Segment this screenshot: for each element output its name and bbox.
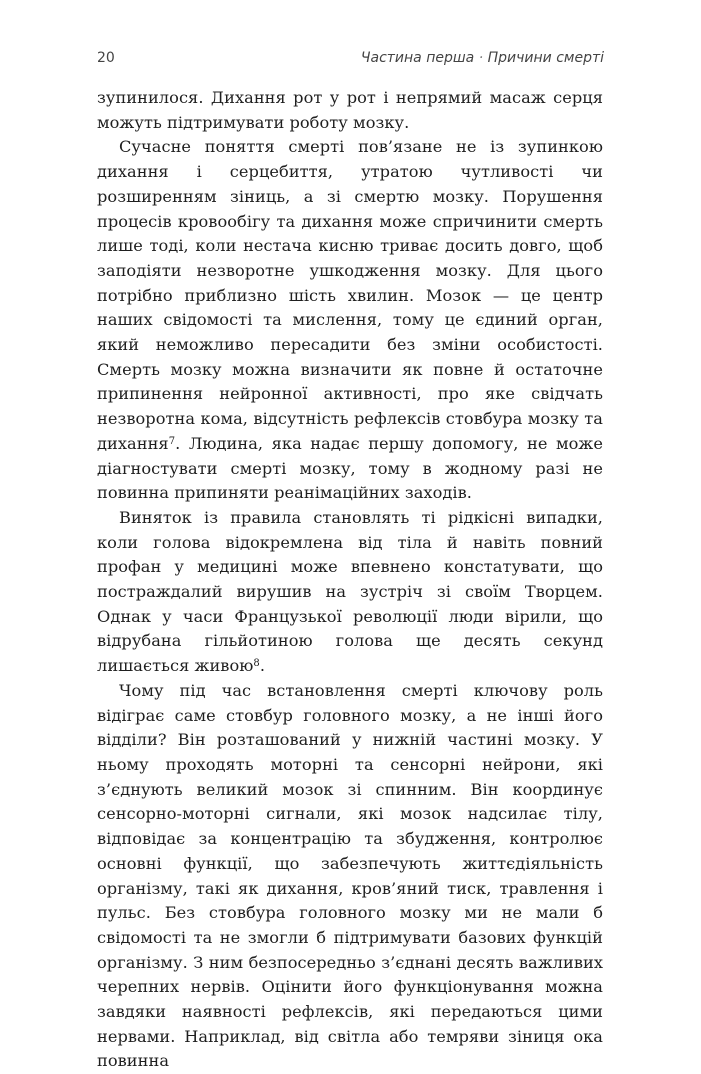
- footnote-ref-8[interactable]: 8: [253, 658, 260, 670]
- footnote-ref-7[interactable]: 7: [168, 435, 176, 447]
- running-title: [361, 50, 604, 66]
- paragraph-3-text-b: .: [259, 656, 266, 676]
- page-number: 20: [97, 50, 115, 66]
- title-separator: ·: [478, 50, 484, 66]
- paragraph-3: [97, 506, 603, 679]
- paragraph-2-text-a: Сучасне поняття смерті пов’язане не із зупинкою дихання і серцебиття, утратою чутливості чи розширенням зіниць, а зі смертю мозку. Порушення процесів кровообігу та дихання може спричинити смерть лише тоді, коли нестача кисню триває досить довго, щоб заподіяти незворотне ушкодження мозку. Для цього потрібно приблизно шість хвилин. Мозок — це центр наших свідомості та мислення, тому це єдиний орган, який неможливо пересадити без зміни особистості. Смерть мозку можна визначити як повне й остаточне припинення нейронної активності, про яке свідчать незворотна кома, відсутність рефлексів стовбура мозку та дихання: [97, 137, 603, 453]
- body-text: [97, 86, 603, 1074]
- running-head: [97, 50, 604, 72]
- paragraph-2: [97, 135, 603, 506]
- paragraph-1: зупинилося. Дихання рот у рот і непрямий масаж серця можуть підтримувати роботу мозку.: [97, 88, 603, 132]
- paragraph-3-text-a: Виняток із правила становлять ті рідкісні випадки, коли голова відокремлена від тіла й навіть повний профан у медицині може впевнено констатувати, що постраждалий вирушив на зустріч зі своїм Творцем. Однак у часи Французької революції люди вірили, що відрубана гільйотиною голова ще десять секунд лишається живою: [97, 507, 603, 676]
- paragraph-2-text-b: . Людина, яка надає першу допомогу, не може діагностувати смерті мозку, тому в жодному разі не повинна припиняти реанімаційних заходів.: [97, 433, 603, 503]
- paragraph-4: Чому під час встановлення смерті ключову роль відіграє саме стовбур головного мозку, а не інші його відділи? Він розташований у нижній частині мозку. У ньому проходять моторні та сенсорні нейрони, які з’єднують великий мозок зі спинним. Він координує сенсорно-моторні сигнали, які мозок надсилає тілу, відповідає за концентрацію та збудження, контролює основні функції, що забезпечують життєдіяльність організму, такі як дихання, кров’яний тиск, травлення і пульс. Без стовбура головного мозку ми не мали б свідомості та не змогли б підтримувати базових функцій організму. З ним безпосередньо з’єднані десять важливих черепних нервів. Оцінити його функціонування можна завдяки наявності рефлексів, які передаються цими нервами. Наприклад, від світла або темряви зіниця ока повинна: [97, 680, 603, 1071]
- chapter-title: Причини смерті: [487, 50, 604, 66]
- part-title: Частина перша: [360, 50, 475, 66]
